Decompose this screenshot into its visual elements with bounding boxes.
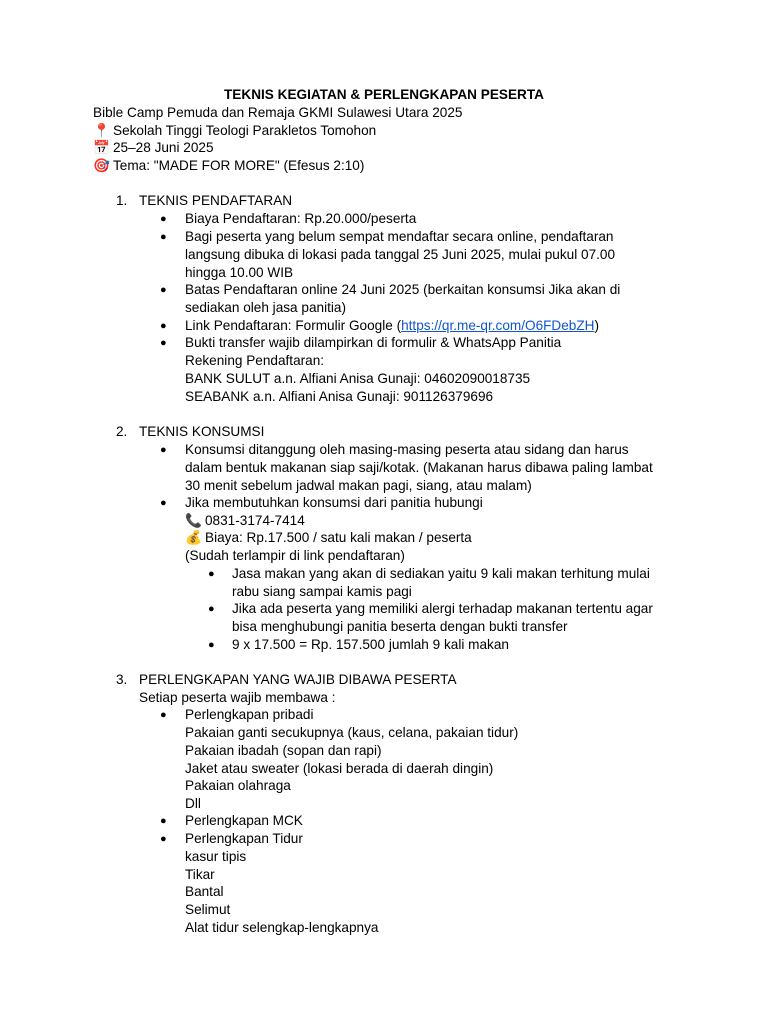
bank-account-sulut: BANK SULUT a.n. Alfiani Anisa Gunaji: 04602090018735 <box>185 371 531 386</box>
phone-icon: 📞 <box>185 513 202 528</box>
calendar-icon: 📅 <box>93 140 110 155</box>
list-item-continued: Pakaian olahraga <box>185 778 291 793</box>
sub-list-item-continued: bisa menghubungi panitia beserta dengan bukti transfer <box>232 619 568 634</box>
list-item: Perlengkapan pribadi <box>185 707 314 722</box>
date-text: 25–28 Juni 2025 <box>113 140 214 155</box>
target-icon: 🎯 <box>93 158 110 173</box>
list-item: Bukti transfer wajib dilampirkan di formulir & WhatsApp Panitia <box>185 335 562 350</box>
sub-bullet: ● <box>208 603 215 615</box>
list-item-continued: Alat tidur selengkap-lengkapnya <box>185 920 379 935</box>
section-heading-pendaftaran: TEKNIS PENDAFTARAN <box>139 193 293 208</box>
list-item: Bagi peserta yang belum sempat mendaftar secara online, pendaftaran <box>185 229 614 244</box>
theme-line <box>93 157 364 175</box>
document-title: TEKNIS KEGIATAN & PERLENGKAPAN PESERTA <box>224 87 544 102</box>
bullet: ● <box>160 231 167 243</box>
bullet: ● <box>160 833 167 845</box>
location-line <box>93 122 376 140</box>
list-item-continued: langsung dibuka di lokasi pada tanggal 25 Juni 2025, mulai pukul 07.00 <box>185 247 616 262</box>
section-number: 3. <box>116 672 128 687</box>
list-item-continued: Rekening Pendaftaran: <box>185 353 325 368</box>
list-item-continued: hingga 10.00 WIB <box>185 265 294 280</box>
list-item: Batas Pendaftaran online 24 Juni 2025 (berkaitan konsumsi Jika akan di <box>185 282 621 297</box>
list-item: Biaya Pendaftaran: Rp.20.000/peserta <box>185 211 417 226</box>
list-item: Perlengkapan Tidur <box>185 831 303 846</box>
list-item-continued: dalam bentuk makanan siap saji/kotak. (Makanan harus dibawa paling lambat <box>185 460 653 475</box>
list-item: Konsumsi ditanggung oleh masing-masing peserta atau sidang dan harus <box>185 442 629 457</box>
list-item-continued: Selimut <box>185 902 231 917</box>
list-item-continued: Dll <box>185 796 201 811</box>
money-bag-icon: 💰 <box>185 530 202 545</box>
sub-list-item-continued: rabu siang sampai kamis pagi <box>232 584 412 599</box>
bank-account-seabank: SEABANK a.n. Alfiani Anisa Gunaji: 901126379696 <box>185 389 494 404</box>
note-text: (Sudah terlampir di link pendaftaran) <box>185 548 405 563</box>
list-item-continued: Tikar <box>185 867 215 882</box>
list-item-continued: Bantal <box>185 884 224 899</box>
section-number: 2. <box>116 424 128 439</box>
sub-list-item: Jika ada peserta yang memiliki alergi terhadap makanan tertentu agar <box>232 601 653 616</box>
list-item-registration-link <box>185 317 599 335</box>
link-suffix: ) <box>594 318 600 333</box>
phone-line <box>185 512 305 530</box>
list-item-continued: Jaket atau sweater (lokasi berada di daerah dingin) <box>185 761 494 776</box>
cost-line <box>185 529 472 547</box>
registration-link[interactable]: https://qr.me-qr.com/O6FDebZH <box>401 318 595 333</box>
bullet: ● <box>160 444 167 456</box>
bullet: ● <box>160 284 167 296</box>
bullet: ● <box>160 709 167 721</box>
cost-text: Biaya: Rp.17.500 / satu kali makan / peserta <box>205 530 472 545</box>
sub-list-item: 9 x 17.500 = Rp. 157.500 jumlah 9 kali makan <box>232 637 509 652</box>
list-item-continued: kasur tipis <box>185 849 247 864</box>
section-number: 1. <box>116 193 128 208</box>
list-item-continued: Pakaian ganti secukupnya (kaus, celana, pakaian tidur) <box>185 725 519 740</box>
sub-list-item: Jasa makan yang akan di sediakan yaitu 9 kali makan terhitung mulai <box>232 566 650 581</box>
list-item-continued: sediakan oleh jasa panitia) <box>185 300 346 315</box>
pin-icon: 📍 <box>93 123 110 138</box>
list-item: Jika membutuhkan konsumsi dari panitia hubungi <box>185 495 483 510</box>
list-item: Perlengkapan MCK <box>185 813 303 828</box>
list-item-continued: 30 menit sebelum jadwal makan pagi, siang, atau malam) <box>185 478 532 493</box>
bullet: ● <box>160 337 167 349</box>
link-prefix: Link Pendaftaran: Formulir Google ( <box>185 318 402 333</box>
sub-bullet: ● <box>208 639 215 651</box>
bullet: ● <box>160 320 167 332</box>
section-heading-konsumsi: TEKNIS KONSUMSI <box>139 424 265 439</box>
phone-number: 0831-3174-7414 <box>205 513 305 528</box>
section-intro: Setiap peserta wajib membawa : <box>139 690 336 705</box>
list-item-continued: Pakaian ibadah (sopan dan rapi) <box>185 743 382 758</box>
date-line <box>93 139 214 157</box>
bullet: ● <box>160 497 167 509</box>
sub-bullet: ● <box>208 568 215 580</box>
event-subtitle: Bible Camp Pemuda dan Remaja GKMI Sulawesi Utara 2025 <box>93 105 463 120</box>
location-text: Sekolah Tinggi Teologi Parakletos Tomohon <box>113 123 377 138</box>
bullet: ● <box>160 213 167 225</box>
theme-text: Tema: "MADE FOR MORE" (Efesus 2:10) <box>113 158 365 173</box>
section-heading-perlengkapan: PERLENGKAPAN YANG WAJIB DIBAWA PESERTA <box>139 672 457 687</box>
bullet: ● <box>160 815 167 827</box>
